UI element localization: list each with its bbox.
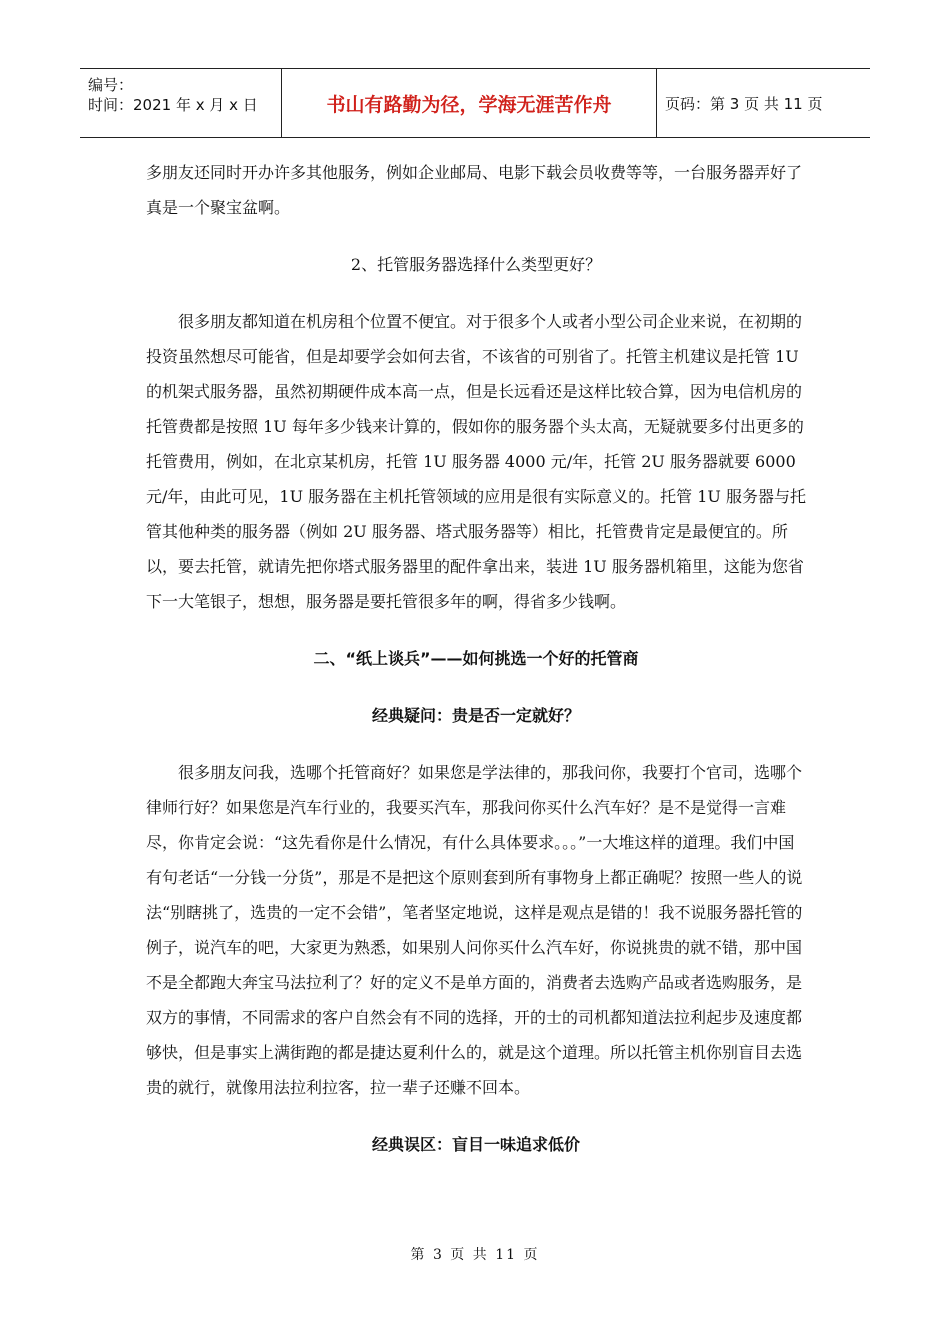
doc-date-label: 时间：2021 年 x 月 x 日 (88, 96, 258, 114)
paragraph-2: 很多朋友都知道在机房租个位置不便宜。对于很多个人或者小型公司企业来说，在初期的投资虽然想尽可能省，但是却要学会如何去省，不该省的可别省了。托管主机建议是托管 1U 的机架式服务器，虽然初期硬件成本高一点，但是长远看还是这样比较合算，因为电信机房的托管费都是按照 1U 每年多少钱来计算的，假如你的服务器个头太高，无疑就要多付出更多的托管费用，例如，在北京某机房，托管 1U 服务器 4000 元/年，托管 2U 服务器就要 6000 元/年，由此可见，1U 服务器在主机托管领域的应用是很有实际意义的。托管 1U 服务器与托管其他种类的服务器（例如 2U 服务器、塔式服务器等）相比，托管费肯定是最便宜的。所以，要去托管，就请先把你塔式服务器里的配件拿出来，装进 1U 服务器机箱里，这能为您省下一大笔银子，想想，服务器是要托管很多年的啊，得省多少钱啊。 (146, 312, 806, 611)
header-motto: 书山有路勤为径，学海无涯苦作舟 (281, 69, 657, 137)
doc-number-label: 编号： (88, 76, 134, 94)
chapter-heading-2: 二、“纸上谈兵”——如何挑选一个好的托管商 (313, 649, 639, 668)
subheading-classic-misconception: 经典误区：盲目一味追求低价 (371, 1135, 580, 1154)
header-page-info: 页码：第 3 页 共 11 页 (665, 94, 823, 113)
paragraph-1: 多朋友还同时开办许多其他服务，例如企业邮局、电影下载会员收费等等，一台服务器弄好了真是一个聚宝盆啊。 (146, 163, 803, 217)
page-header (80, 68, 870, 138)
subheading-classic-question: 经典疑问：贵是否一定就好？ (371, 706, 580, 725)
header-meta (80, 69, 281, 137)
paragraph-3: 很多朋友问我，选哪个托管商好？如果您是学法律的，那我问你，我要打个官司，选哪个律师行好？如果您是汽车行业的，我要买汽车，那我问你买什么汽车好？是不是觉得一言难尽，你肯定会说：“这先看你是什么情况，有什么具体要求。。。”一大堆这样的道理。我们中国有句老话“一分钱一分货”，那是不是把这个原则套到所有事物身上都正确呢？按照一些人的说法“别瞎挑了，选贵的一定不会错”，笔者坚定地说，这样是观点是错的！我不说服务器托管的例子，说汽车的吧，大家更为熟悉，如果别人问你买什么汽车好，你说挑贵的就不错，那中国不是全都跑大奔宝马法拉利了？好的定义不是单方面的，消费者去选购产品或者选购服务，是双方的事情，不同需求的客户自然会有不同的选择，开的士的司机都知道法拉利起步及速度都够快，但是事实上满街跑的都是捷达夏利什么的，就是这个道理。所以托管主机你别盲目去选贵的就行，就像用法拉利拉客，拉一辈子还赚不回本。 (146, 763, 803, 1097)
document-body (146, 155, 806, 1162)
page-footer: 第 3 页 共 11 页 (410, 1247, 540, 1263)
section-heading-2: 2、托管服务器选择什么类型更好？ (350, 255, 602, 274)
